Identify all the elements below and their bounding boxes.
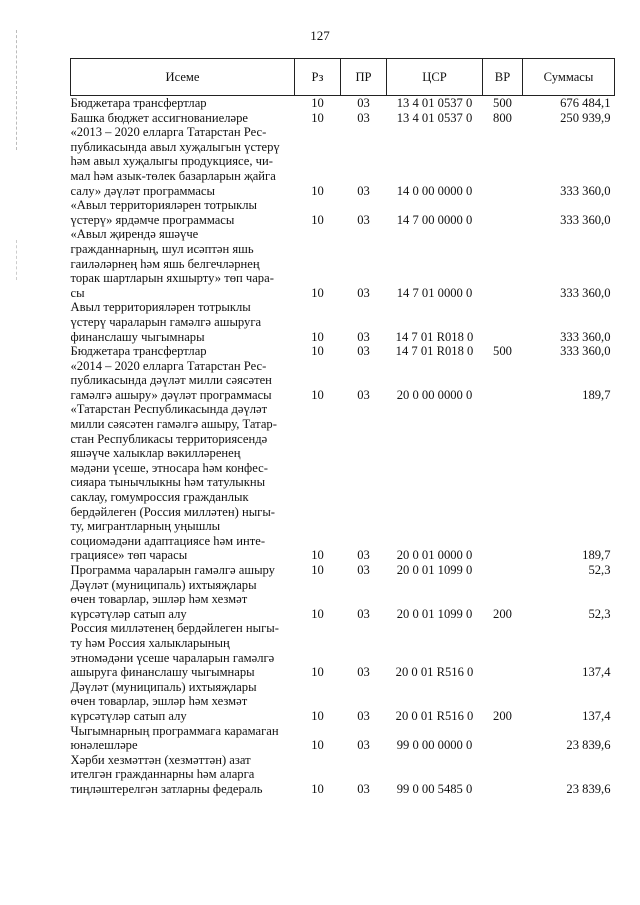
page-number: 127 bbox=[310, 28, 330, 43]
row-sum: 137,4 bbox=[582, 665, 611, 680]
row-name-line: Россия милләтенең бердәйлеген ныгы- bbox=[70, 621, 279, 636]
row-name-line: өчен товарлар, эшләр һәм хезмәт bbox=[70, 592, 248, 607]
row-rz: 10 bbox=[311, 285, 324, 300]
row-pr: 03 bbox=[357, 344, 370, 359]
row-name-line: тиңләштерелгән затларны федераль bbox=[70, 781, 263, 796]
row-name-line: Программа чараларын гамәлгә ашыру bbox=[70, 563, 275, 577]
row-pr: 03 bbox=[357, 285, 370, 300]
row-name-line: бердәйлеген (Россия милләтен) ныгы- bbox=[70, 504, 275, 519]
row-csr: 13 4 01 0537 0 bbox=[396, 110, 473, 125]
row-pr: 03 bbox=[357, 781, 370, 796]
row-rz: 10 bbox=[311, 738, 324, 753]
row-name-line: Бюджетара трансфертлар bbox=[70, 344, 207, 359]
row-vr: 500 bbox=[493, 344, 512, 359]
row-name-line: ителгән гражданнарны һәм аларга bbox=[70, 767, 255, 782]
row-name bbox=[71, 724, 295, 753]
row-sum: 676 484,1 bbox=[560, 96, 611, 110]
binding-margin-mark bbox=[16, 240, 17, 280]
row-name bbox=[71, 111, 295, 126]
row-pr: 03 bbox=[357, 212, 370, 227]
row-name bbox=[71, 198, 295, 227]
row-name-line: Чыгымнарның программага карамаган bbox=[70, 723, 279, 738]
row-name bbox=[71, 344, 295, 359]
row-name bbox=[71, 753, 295, 797]
row-vr bbox=[483, 621, 523, 679]
row-rz: 10 bbox=[311, 183, 324, 198]
row-sum: 52,3 bbox=[588, 563, 611, 577]
row-vr bbox=[483, 402, 523, 563]
table-row bbox=[71, 563, 615, 578]
row-name-line: һәм авыл хуҗалыгы продукциясе, чи- bbox=[70, 154, 273, 169]
column-header-pr: ПР bbox=[341, 59, 387, 96]
binding-margin-mark bbox=[16, 30, 17, 150]
row-csr: 14 7 01 R018 0 bbox=[395, 344, 474, 359]
row-vr bbox=[483, 753, 523, 797]
row-name-line: салу» дәүләт программасы bbox=[70, 183, 215, 198]
row-vr bbox=[483, 359, 523, 403]
row-csr: 20 0 01 1099 0 bbox=[396, 606, 473, 621]
table-row bbox=[71, 111, 615, 126]
row-name-line: саклау, гомумроссия гражданлык bbox=[70, 490, 249, 505]
row-sum: 333 360,0 bbox=[560, 183, 611, 198]
row-name-line: Башка бюджет ассигнованиеләре bbox=[70, 110, 248, 125]
row-rz: 10 bbox=[311, 96, 324, 110]
row-name-line: үстерү чараларын гамәлгә ашыруга bbox=[70, 314, 262, 329]
row-name bbox=[71, 402, 295, 563]
row-vr bbox=[483, 724, 523, 753]
table-row bbox=[71, 578, 615, 622]
row-csr: 20 0 00 0000 0 bbox=[396, 387, 473, 402]
row-name bbox=[71, 680, 295, 724]
row-rz: 10 bbox=[311, 563, 324, 577]
row-csr: 14 7 01 0000 0 bbox=[396, 285, 473, 300]
row-name-line: юнәлешләре bbox=[70, 738, 138, 753]
row-pr: 03 bbox=[357, 606, 370, 621]
row-name bbox=[71, 578, 295, 622]
table-row bbox=[71, 753, 615, 797]
row-pr: 03 bbox=[357, 563, 370, 577]
row-name-line: күрсәтүләр сатып алу bbox=[70, 708, 187, 723]
row-pr: 03 bbox=[357, 665, 370, 680]
table-body bbox=[71, 96, 615, 797]
row-name-line: социомәдәни адаптациясе һәм инте- bbox=[70, 533, 266, 548]
row-sum: 333 360,0 bbox=[560, 344, 611, 359]
row-csr: 20 0 01 0000 0 bbox=[396, 548, 473, 563]
row-name-line: Авыл территорияләрен тотрыклы bbox=[70, 300, 251, 315]
column-header-sum: Суммасы bbox=[523, 59, 615, 96]
row-csr: 20 0 01 R516 0 bbox=[395, 665, 474, 680]
row-name-line: сы bbox=[70, 285, 85, 300]
row-name bbox=[71, 96, 295, 111]
row-csr: 14 7 00 0000 0 bbox=[396, 212, 473, 227]
row-rz: 10 bbox=[311, 344, 324, 359]
table-row bbox=[71, 227, 615, 300]
budget-table bbox=[70, 58, 615, 797]
row-name-line: гаиләләрнең һәм яшь белгечләрнең bbox=[70, 256, 260, 271]
column-header-vr: ВР bbox=[483, 59, 523, 96]
row-name-line: гамәлгә ашыру» дәүләт программасы bbox=[70, 387, 272, 402]
row-sum: 333 360,0 bbox=[560, 285, 611, 300]
row-sum: 333 360,0 bbox=[560, 212, 611, 227]
row-sum: 23 839,6 bbox=[566, 738, 611, 753]
row-name-line: мал һәм азык-төлек базарларын җайга bbox=[70, 168, 276, 183]
row-name bbox=[71, 359, 295, 403]
table-row bbox=[71, 621, 615, 679]
row-name-line: стан Республикасы территориясендә bbox=[70, 431, 268, 446]
row-name-line: «Авыл җирендә яшәүче bbox=[70, 227, 199, 242]
table-row bbox=[71, 402, 615, 563]
row-csr: 14 7 01 R018 0 bbox=[395, 329, 474, 344]
row-pr: 03 bbox=[357, 708, 370, 723]
row-name-line: гражданнарның, шул исәптән яшь bbox=[70, 241, 254, 256]
row-rz: 10 bbox=[311, 387, 324, 402]
row-name-line: Дәүләт (муниципаль) ихтыяҗлары bbox=[70, 577, 257, 592]
row-vr: 200 bbox=[493, 708, 512, 723]
table-row bbox=[71, 359, 615, 403]
row-rz: 10 bbox=[311, 329, 324, 344]
row-rz: 10 bbox=[311, 548, 324, 563]
row-name-line: «2013 – 2020 елларга Татарстан Рес- bbox=[70, 125, 267, 140]
row-pr: 03 bbox=[357, 738, 370, 753]
row-vr bbox=[483, 198, 523, 227]
row-sum: 250 939,9 bbox=[560, 110, 611, 125]
row-name-line: өчен товарлар, эшләр һәм хезмәт bbox=[70, 694, 248, 709]
row-name-line: ту, мигрантларның уңышлы bbox=[70, 519, 221, 534]
row-name-line: ту һәм Россия халыкларының bbox=[70, 635, 230, 650]
row-name-line: күрсәтүләр сатып алу bbox=[70, 606, 187, 621]
row-name-line: торак шартларын яхшырту» төп чара- bbox=[70, 271, 274, 286]
row-name-line: этномәдәни үсеше чараларын гамәлгә bbox=[70, 650, 275, 665]
row-csr: 13 4 01 0537 0 bbox=[396, 96, 473, 110]
row-csr: 20 0 01 R516 0 bbox=[395, 708, 474, 723]
row-name-line: «Татарстан Республикасында дәүләт bbox=[70, 402, 268, 417]
row-name-line: публикасында авыл хуҗалыгын үстерү bbox=[70, 139, 280, 154]
column-header-rz: Рз bbox=[295, 59, 341, 96]
row-sum: 333 360,0 bbox=[560, 329, 611, 344]
row-sum: 189,7 bbox=[582, 387, 611, 402]
row-name-line: сияара тынычлыкны һәм татулыкны bbox=[70, 475, 266, 490]
row-pr: 03 bbox=[357, 329, 370, 344]
row-name-line: ашыруга финанслашу чыгымнары bbox=[70, 665, 255, 680]
row-sum: 23 839,6 bbox=[566, 781, 611, 796]
table-row bbox=[71, 680, 615, 724]
table-row bbox=[71, 724, 615, 753]
row-rz: 10 bbox=[311, 212, 324, 227]
row-csr: 99 0 00 5485 0 bbox=[396, 781, 473, 796]
table-row bbox=[71, 125, 615, 198]
row-rz: 10 bbox=[311, 606, 324, 621]
row-pr: 03 bbox=[357, 96, 370, 110]
row-name-line: Дәүләт (муниципаль) ихтыяҗлары bbox=[70, 679, 257, 694]
row-csr: 20 0 01 1099 0 bbox=[396, 563, 473, 577]
table-row bbox=[71, 300, 615, 344]
column-header-name: Исеме bbox=[71, 59, 295, 96]
row-name bbox=[71, 300, 295, 344]
row-name-line: «Авыл территорияләрен тотрыклы bbox=[70, 198, 258, 213]
row-name-line: мәдәни үсеше, этносара һәм конфес- bbox=[70, 460, 268, 475]
row-vr: 800 bbox=[493, 110, 512, 125]
row-pr: 03 bbox=[357, 548, 370, 563]
row-name-line: Хәрби хезмәттән (хезмәттән) азат bbox=[70, 752, 251, 767]
row-rz: 10 bbox=[311, 781, 324, 796]
row-vr bbox=[483, 300, 523, 344]
row-pr: 03 bbox=[357, 387, 370, 402]
row-name-line: публикасында дәүләт милли сәясәтен bbox=[70, 373, 272, 388]
row-name bbox=[71, 563, 295, 578]
row-name-line: грациясе» төп чарасы bbox=[70, 548, 188, 563]
row-name-line: үстерү» ярдәмче программасы bbox=[70, 212, 235, 227]
row-name-line: финанслашу чыгымнары bbox=[70, 329, 205, 344]
row-name-line: яшәүче халыклар вәкилләренең bbox=[70, 446, 241, 461]
row-pr: 03 bbox=[357, 110, 370, 125]
row-pr: 03 bbox=[357, 183, 370, 198]
table-row bbox=[71, 198, 615, 227]
row-name bbox=[71, 125, 295, 198]
row-vr bbox=[483, 227, 523, 300]
row-sum: 52,3 bbox=[588, 606, 611, 621]
row-vr: 500 bbox=[493, 96, 512, 110]
row-vr: 200 bbox=[493, 606, 512, 621]
table-row bbox=[71, 344, 615, 359]
row-rz: 10 bbox=[311, 708, 324, 723]
row-rz: 10 bbox=[311, 665, 324, 680]
row-csr: 14 0 00 0000 0 bbox=[396, 183, 473, 198]
table-row bbox=[71, 96, 615, 111]
row-sum: 189,7 bbox=[582, 548, 611, 563]
row-sum: 137,4 bbox=[582, 708, 611, 723]
row-rz: 10 bbox=[311, 110, 324, 125]
row-name-line: Бюджетара трансфертлар bbox=[70, 96, 207, 110]
row-name bbox=[71, 227, 295, 300]
row-name-line: милли сәясәтен гамәлгә ашыру, Татар- bbox=[70, 417, 277, 432]
column-header-csr: ЦСР bbox=[387, 59, 483, 96]
table-header-row bbox=[71, 59, 615, 96]
row-vr bbox=[483, 563, 523, 578]
row-csr: 99 0 00 0000 0 bbox=[396, 738, 473, 753]
row-vr bbox=[483, 125, 523, 198]
row-name bbox=[71, 621, 295, 679]
row-name-line: «2014 – 2020 елларга Татарстан Рес- bbox=[70, 358, 267, 373]
